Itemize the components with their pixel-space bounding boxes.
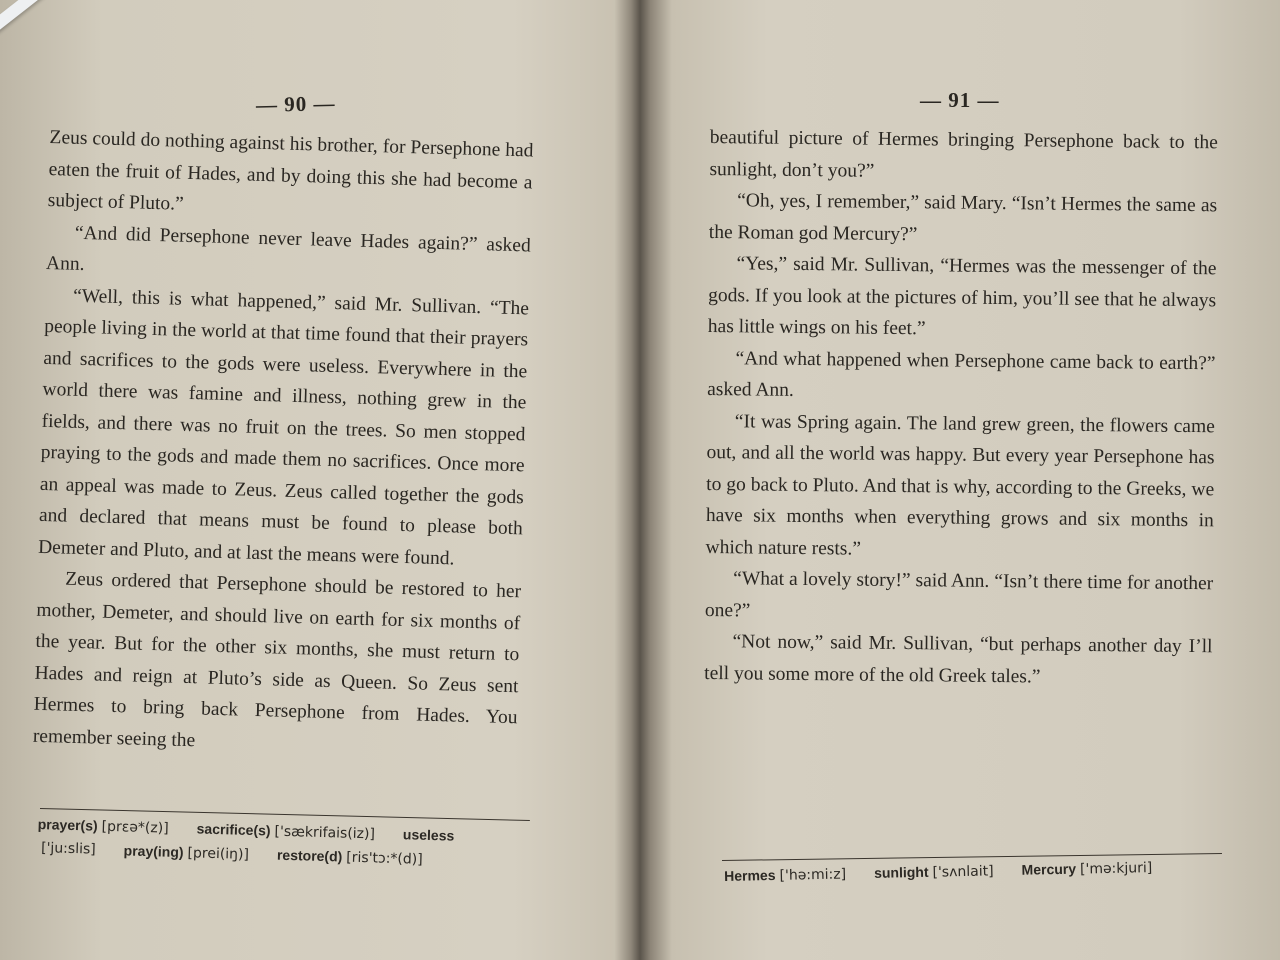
paragraph: Zeus could do nothing against his brother, for Persephone had eaten the fruit of Hades, and by doing this she had become a subject of Pluto.” bbox=[47, 126, 534, 215]
glossary-entry: restore(d) [ris'tɔ:*(d)] bbox=[276, 846, 423, 868]
paragraph: “And did Persephone never leave Hades again?” asked Ann. bbox=[45, 222, 532, 276]
paragraph: “Well, this is what happened,” said Mr. Sullivan. “The people living in the world at that time found that their prayers and sacrifices to the gods were useless. Everywhere in the world there was famine and illness, nothing grew in the fields, and there was no fruit on the trees. So men stopped praying to the gods and made them no sacrifices. Once more an appeal was made to Zeus. Zeus called together the gods and declared that means must be found to please both Demeter and Pluto, and at last the means were found. bbox=[37, 285, 530, 569]
vocabulary-glossary bbox=[724, 857, 1244, 892]
glossary-entry: useless bbox=[402, 826, 455, 844]
left-page bbox=[0, 0, 630, 960]
page-number: — 90 — bbox=[255, 91, 336, 117]
glossary-entry: pray(ing) [prei(iŋ)] bbox=[123, 842, 250, 863]
page-body bbox=[704, 122, 1218, 694]
right-page bbox=[648, 0, 1280, 960]
glossary-entry: Mercury ['mə:kjuri] bbox=[1021, 860, 1153, 878]
glossary-entry: ['ju:slis] bbox=[40, 840, 96, 858]
paragraph: “What a lovely story!” said Ann. “Isn’t there time for another one?” bbox=[704, 568, 1214, 621]
paragraph: “Yes,” said Mr. Sullivan, “Hermes was the messenger of the gods. If you look at the pictures of him, you’ll see that he always has little wings on his feet.” bbox=[707, 253, 1217, 340]
glossary-entry: Hermes ['hə:mi:z] bbox=[724, 866, 847, 884]
page-body bbox=[32, 122, 533, 765]
paragraph: Zeus ordered that Persephone should be restored to her mother, Demeter, and should live on earth for six months of the year. But for the other six months, she must return to Hades and reign at Pluto’s side as Queen. So Zeus sent Hermes to bring back Persephone from Hades. You remember seeing the bbox=[32, 568, 522, 751]
paragraph: “And what happened when Persephone came back to earth?” asked Ann. bbox=[707, 347, 1216, 401]
glossary-entry: sacrifice(s) ['sækrifais(iz)] bbox=[196, 820, 376, 843]
paragraph: “Not now,” said Mr. Sullivan, “but perhaps another day I’ll tell you some more of the old Greek tales.” bbox=[704, 631, 1213, 687]
glossary-entry: sunlight ['sʌnlait] bbox=[873, 863, 994, 881]
paragraph: “It was Spring again. The land grew green, the flowers came out, and all the world was happy. But every year Persephone has to go back to Pluto. And that is why, according to the Greeks, we have six months when everything grows and six months in which nature rests.” bbox=[705, 410, 1215, 560]
paragraph: “Oh, yes, I remember,” said Mary. “Isn’t Hermes the same as the Roman god Mercury?” bbox=[708, 190, 1218, 245]
page-number: — 91 — bbox=[920, 88, 1000, 112]
paragraph: beautiful picture of Hermes bringing Persephone back to the sunlight, don’t you?” bbox=[709, 126, 1218, 182]
glossary-entry: prayer(s) [prɛə*(z)] bbox=[37, 816, 169, 837]
vocabulary-glossary bbox=[37, 816, 538, 878]
